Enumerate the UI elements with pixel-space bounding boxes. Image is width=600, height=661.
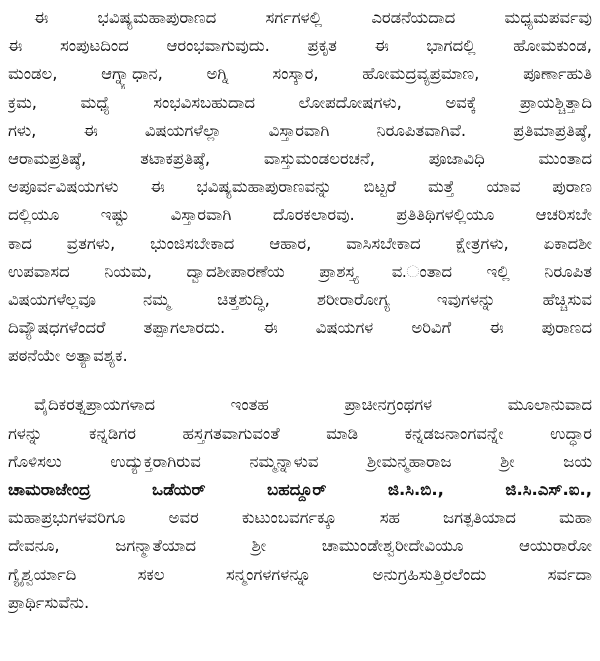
- text-line: ಕಾದ ವ್ರತಗಳು, ಭುಂಜಿಸಬೇಕಾದ ಆಹಾರ, ವಾಸಿಸಬೇಕಾದ ಕ್ಷೇತ್ರಗಳು, ಏಕಾದಶೀ: [8, 233, 592, 253]
- text-line: ಉಪವಾಸದ ನಿಯಮ, ದ್ವಾದಶೀಪಾರಣೆಯ ಪ್ರಾಶಸ್ತ್ಯ ವ.ಂತಾದ ಇಲ್ಲಿ ನಿರೂಪಿತ: [8, 261, 592, 281]
- paragraph-dedication: [8, 391, 592, 617]
- text-line: ಮಂಡಲ, ಆಗ್ನ್ಯಾಧಾನ, ಅಗ್ನಿ ಸಂಸ್ಕಾರ, ಹೋಮದ್ರವ್ಯಪ್ರಮಾಣ, ಪೂರ್ಣಾಹುತಿ: [8, 64, 592, 84]
- paragraph-bhavishya-purana-intro: [8, 4, 592, 370]
- text-line: ವಿಷಯಗಳೆಲ್ಲವೂ ನಮ್ಮ ಚಿತ್ತಶುದ್ಧಿ, ಶರೀರಾರೋಗ್ಯ ಇವುಗಳನ್ನು ಹೆಚ್ಚಿಸುವ: [8, 289, 592, 309]
- text-line: ಕ್ರಮ, ಮಧ್ಯೆ ಸಂಭವಿಸಬಹುದಾದ ಲೋಪದೋಷಗಳು, ಅವಕ್ಕೆ ಪ್ರಾಯಶ್ಚಿತ್ತಾದಿ: [8, 92, 592, 112]
- document-page: [8, 4, 592, 656]
- text-line: ಪಠನೆಯೇ ಅತ್ಯಾವಶ್ಯಕ.: [8, 346, 128, 366]
- text-line: ದೇವನೂ, ಜಗನ್ಮಾತೆಯಾದ ಶ್ರೀ ಚಾಮುಂಡೇಶ್ವರೀದೇವಿಯೂ ಆಯುರಾರೋ: [8, 536, 592, 556]
- text-line: ಗ್ಯೈಶ್ವರ್ಯಾದಿ ಸಕಲ ಸನ್ಮಂಗಳಗಳನ್ನೂ ಅನುಗ್ರಹಿಸುತ್ತಿರಲೆಂದು ಸರ್ವದಾ: [8, 564, 592, 584]
- paragraph-spacer: [8, 370, 592, 391]
- text-line: ಗಳು, ಈ ವಿಷಯಗಳೆಲ್ಲಾ ವಿಸ್ತಾರವಾಗಿ ನಿರೂಪಿತವಾಗಿವೆ. ಪ್ರತಿಮಾಪ್ರತಿಷ್ಠೆ,: [8, 120, 592, 140]
- text-line: ಅಪೂರ್ವವಿಷಯಗಳು ಈ ಭವಿಷ್ಯಮಹಾಪುರಾಣವನ್ನು ಬಿಟ್ಟರೆ ಮತ್ತೆ ಯಾವ ಪುರಾಣ: [8, 177, 592, 197]
- text-line: ಗಳನ್ನು ಕನ್ನಡಿಗರ ಹಸ್ತಗತವಾಗುವಂತೆ ಮಾಡಿ ಕನ್ನಡಜನಾಂಗವನ್ನೇ ಉದ್ಧಾರ: [8, 423, 592, 443]
- text-line: ಪ್ರಾರ್ಥಿಸುವೆನು.: [8, 592, 90, 612]
- text-line: ವೈದಿಕರತ್ನಪ್ರಾಯಗಳಾದ ಇಂತಹ ಪ್ರಾಚೀನಗ್ರಂಥಗಳ ಮೂಲಾನುವಾದ: [34, 395, 592, 415]
- text-line: ಮಹಾಪ್ರಭುಗಳವರಿಗೂ ಅವರ ಕುಟುಂಬವರ್ಗಕ್ಕೂ ಸಹ ಜಗತ್ಪತಿಯಾದ ಮಹಾ: [8, 508, 592, 528]
- text-line: ದಿವ್ಯೌಷಧಗಳೆಂದರೆ ತಪ್ಪಾಗಲಾರದು. ಈ ವಿಷಯಗಳ ಅರಿವಿಗೆ ಈ ಪುರಾಣದ: [8, 318, 592, 338]
- text-line: ಈ ಸಂಪುಟದಿಂದ ಆರಂಭವಾಗುವುದು. ಪ್ರಕೃತ ಈ ಭಾಗದಲ್ಲಿ ಹೋಮಕುಂಡ,: [8, 36, 592, 56]
- text-line: ದಲ್ಲಿಯೂ ಇಷ್ಟು ವಿಸ್ತಾರವಾಗಿ ದೊರಕಲಾರವು. ಪ್ರತಿತಿಥಿಗಳಲ್ಲಿಯೂ ಆಚರಿಸಬೇ: [8, 205, 592, 225]
- text-line: ಆರಾಮಪ್ರತಿಷ್ಠೆ, ತಟಾಕಪ್ರತಿಷ್ಠೆ, ವಾಸ್ತುಮಂಡಲರಚನೆ, ಪೂಜಾವಿಧಿ ಮುಂತಾದ: [8, 148, 592, 168]
- text-line-royal-title: ಚಾಮರಾಜೇಂದ್ರ ಒಡೆಯರ್ ಬಹದ್ದೂರ್ ಜಿ.ಸಿ.ಬಿ., ಜಿ.ಸಿ.ಎಸ್.ಐ.,: [8, 480, 592, 499]
- text-line: ಗೊಳಿಸಲು ಉದ್ಯುಕ್ತರಾಗಿರುವ ನಮ್ಮನ್ನಾಳುವ ಶ್ರೀಮನ್ಮಹಾರಾಜ ಶ್ರೀ ಜಯ: [8, 451, 592, 471]
- text-line: ಈ ಭವಿಷ್ಯಮಹಾಪುರಾಣದ ಸರ್ಗಗಳಲ್ಲಿ ಎರಡನೆಯದಾದ ಮಧ್ಯಮಪರ್ವವು: [34, 8, 592, 27]
